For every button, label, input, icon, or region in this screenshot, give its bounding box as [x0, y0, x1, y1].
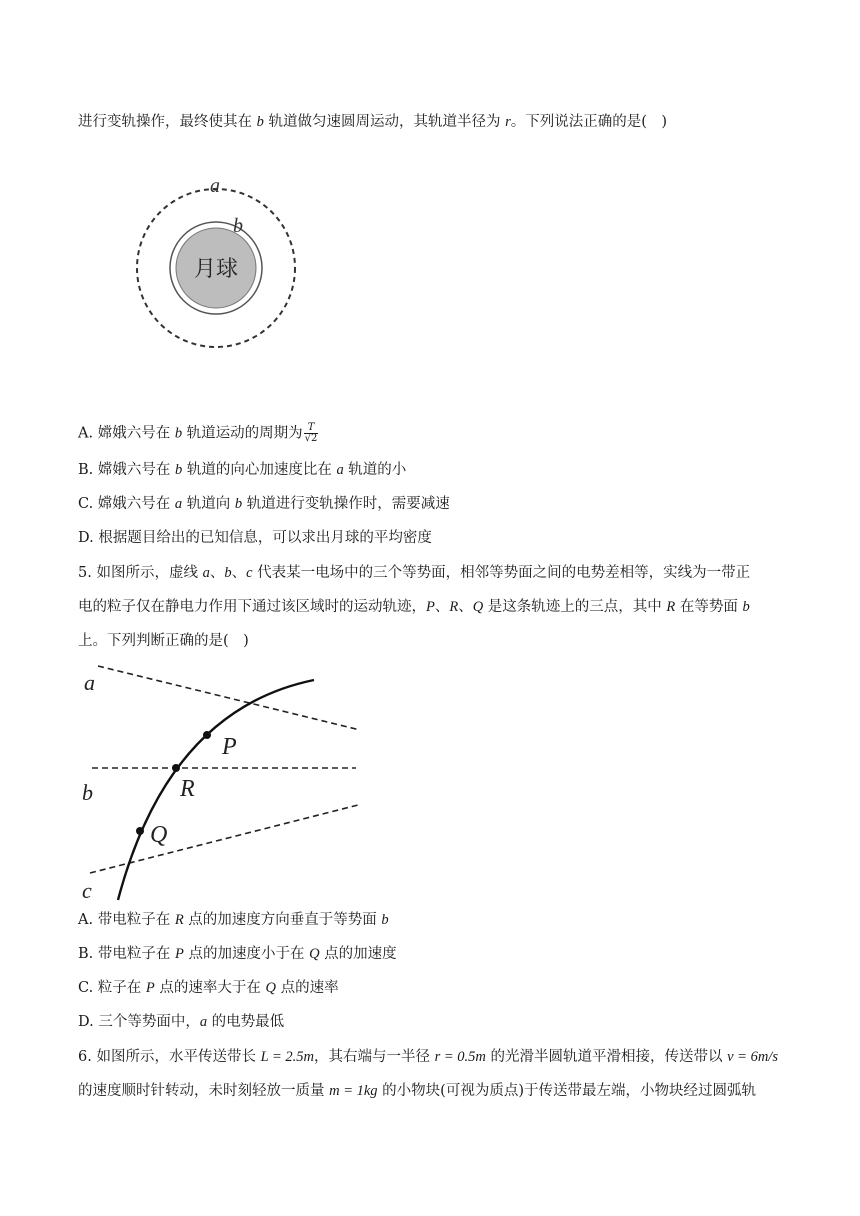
- point-q: [136, 827, 144, 835]
- var-c: c: [246, 565, 253, 581]
- var-Q: Q: [472, 599, 484, 615]
- var-a: a: [202, 565, 210, 581]
- text-run: C. 粒子在: [78, 980, 146, 996]
- text-run: 5. 如图所示，虚线: [78, 565, 203, 581]
- lunar-orbit-figure: [78, 140, 328, 400]
- var-b: b: [174, 462, 183, 478]
- text-run: 点的速率: [275, 980, 339, 996]
- text-run: 的小物块(可视为质点)于传送带最左端，小物块经过圆弧轨: [377, 1083, 756, 1099]
- text-run: 代表某一电场中的三个等势面，相邻等势面之间的电势差相等，实线为一带正: [252, 565, 751, 581]
- orbit-b-label: b: [233, 215, 243, 237]
- q5-stem-line-1: [78, 563, 798, 583]
- text-run: 轨道的小: [343, 462, 407, 478]
- var-Q: Q: [265, 980, 276, 996]
- text-run: 6. 如图所示，水平传送带长: [78, 1049, 261, 1065]
- text-run: 、: [209, 565, 225, 581]
- text-run: 轨道向: [182, 496, 235, 512]
- var-b: b: [234, 496, 243, 512]
- var-a: a: [199, 1014, 208, 1030]
- q5-option-c: [78, 978, 798, 998]
- text-run: 在等势面: [675, 599, 743, 615]
- text-run: 轨道的向心加速度比在: [182, 462, 337, 478]
- moon-label: 月球: [193, 257, 239, 282]
- text-run: 、: [231, 565, 247, 581]
- value-radius: r = 0.5m: [434, 1049, 486, 1065]
- text-run: 点的加速度: [319, 946, 397, 962]
- text-run: 电的粒子仅在静电力作用下通过该区域时的运动轨迹，: [78, 599, 426, 615]
- text-run: B. 带电粒子在: [78, 946, 175, 962]
- var-b: b: [256, 114, 264, 130]
- text-run: 进行变轨操作，最终使其在: [78, 114, 257, 130]
- q4-intro: [78, 112, 798, 132]
- point-r: [172, 764, 180, 772]
- trajectory: [118, 680, 314, 900]
- var-P: P: [174, 946, 184, 962]
- equipotential-figure: [78, 660, 368, 905]
- text-run: 。下列说法正确的是( ): [510, 114, 668, 130]
- var-P: P: [145, 980, 155, 996]
- q6-stem-line-2: [78, 1081, 798, 1101]
- q4-option-c: [78, 494, 798, 514]
- var-Q: Q: [309, 946, 320, 962]
- point-p: [203, 731, 211, 739]
- q4-option-a: [78, 423, 798, 444]
- equipotential-a: [98, 666, 360, 730]
- text-run: 的速度顺时针转动，未时刻轻放一质量: [78, 1083, 330, 1099]
- q6-stem-line-1: [78, 1047, 798, 1067]
- var-R: R: [174, 912, 184, 928]
- label-a: a: [84, 670, 95, 695]
- text-run: 点的加速度方向垂直于等势面: [183, 912, 382, 928]
- text-run: 轨道运动的周期为: [182, 425, 303, 442]
- q5-option-b: [78, 944, 798, 964]
- label-q: Q: [150, 822, 168, 848]
- value-mass: m = 1kg: [329, 1083, 378, 1099]
- text-run: 点的速率大于在: [154, 980, 266, 996]
- text-run: A. 嫦娥六号在: [78, 425, 175, 442]
- var-b: b: [742, 599, 750, 615]
- var-b: b: [224, 565, 232, 581]
- label-b: b: [82, 780, 93, 805]
- orbit-a-label: a: [210, 175, 220, 197]
- q5-stem-line-3: 上。下列判断正确的是( ): [78, 633, 249, 649]
- fraction-denominator: √2: [304, 433, 318, 444]
- q4-option-b: [78, 460, 798, 480]
- var-a: a: [174, 496, 183, 512]
- value-speed: v = 6m/s: [727, 1049, 778, 1065]
- var-a: a: [336, 462, 344, 478]
- text-run: 、: [434, 599, 450, 615]
- text-run: ，其右端与一半径: [314, 1049, 435, 1065]
- var-R: R: [666, 599, 676, 615]
- var-b: b: [174, 425, 183, 442]
- label-c: c: [82, 878, 92, 903]
- period-fraction: [304, 423, 319, 444]
- text-run: 是这条轨迹上的三点，其中: [483, 599, 667, 615]
- value-length: L = 2.5m: [260, 1049, 314, 1065]
- text-run: 点的加速度小于在: [183, 946, 310, 962]
- var-r: r: [505, 114, 511, 130]
- var-P: P: [426, 599, 435, 615]
- var-b: b: [381, 912, 389, 928]
- q4-option-d: D. 根据题目给出的已知信息，可以求出月球的平均密度: [78, 530, 432, 546]
- text-run: 、: [458, 599, 473, 615]
- text-run: 的电势最低: [207, 1014, 285, 1030]
- label-p: P: [222, 734, 237, 760]
- text-run: 轨道进行变轨操作时，需要减速: [242, 496, 450, 512]
- text-run: A. 带电粒子在: [78, 912, 175, 928]
- var-R: R: [449, 599, 459, 615]
- q5-option-d: [78, 1012, 798, 1032]
- text-run: 轨道做匀速圆周运动，其轨道半径为: [263, 114, 506, 130]
- q5-option-a: [78, 910, 798, 930]
- text-run: C. 嫦娥六号在: [78, 496, 175, 512]
- label-r: R: [180, 776, 195, 802]
- text-run: 的光滑半圆轨道平滑相接，传送带以: [485, 1049, 728, 1065]
- text-run: B. 嫦娥六号在: [78, 462, 175, 478]
- text-run: D. 三个等势面中，: [78, 1014, 200, 1030]
- fraction-numerator: T: [304, 423, 319, 434]
- q5-stem-line-2: [78, 597, 798, 617]
